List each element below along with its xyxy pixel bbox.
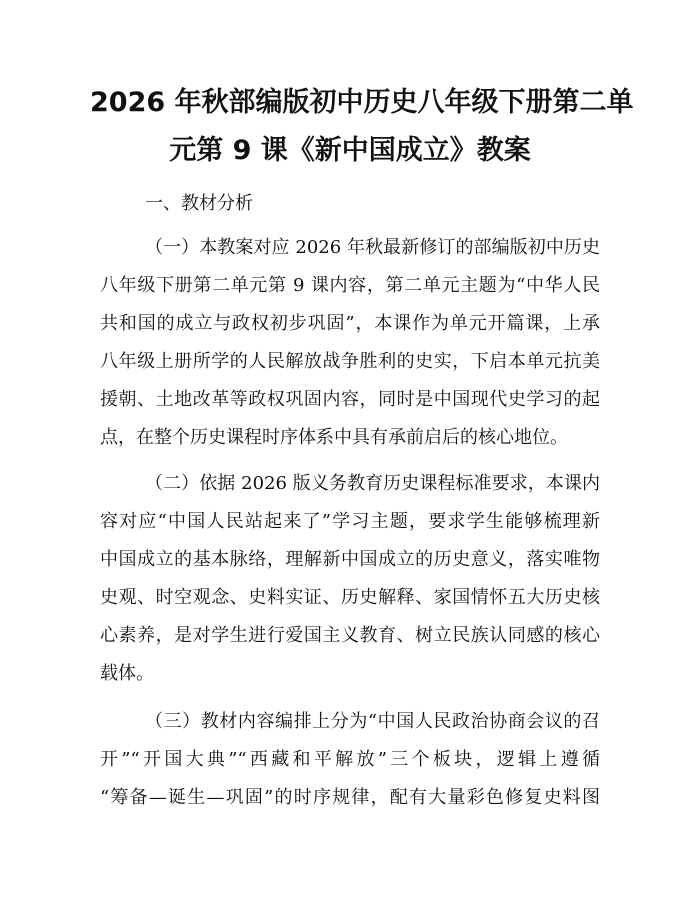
paragraph-3-line-2: 开”“开国大典”“西藏和平解放”三个板块，逻辑上遵循 <box>100 749 600 770</box>
paragraph-2-line-2: 容对应“中国人民站起来了”学习主题，要求学生能够梳理新 <box>100 511 600 532</box>
paragraph-1-line-1: （一）本教案对应 2026 年秋最新修订的部编版初中历史 <box>145 237 600 258</box>
paragraph-3-line-1: （三）教材内容编排上分为“中国人民政治协商会议的召 <box>145 711 600 732</box>
document-title-line-2: 元第 9 课《新中国成立》教案 <box>169 135 531 166</box>
paragraph-2-line-5: 心素养，是对学生进行爱国主义教育、树立民族认同感的核心 <box>100 625 600 646</box>
paragraph-1-line-3: 共和国的成立与政权初步巩固”，本课作为单元开篇课，上承 <box>100 313 600 334</box>
paragraph-2-line-1: （二）依据 2026 版义务教育历史课程标准要求，本课内 <box>145 473 600 494</box>
paragraph-1-line-4: 八年级上册所学的人民解放战争胜利的史实，下启本单元抗美 <box>100 351 600 372</box>
document-title-line-1: 2026 年秋部编版初中历史八年级下册第二单 <box>90 87 634 118</box>
paragraph-2-line-3: 中国成立的基本脉络，理解新中国成立的历史意义，落实唯物 <box>100 549 600 570</box>
section-heading: 一、教材分析 <box>145 193 253 214</box>
paragraph-1-line-5: 援朝、土地改革等政权巩固内容，同时是中国现代史学习的起 <box>100 389 600 410</box>
paragraph-3-line-3: “筹备—诞生—巩固”的时序规律，配有大量彩色修复史料图 <box>100 787 600 808</box>
paragraph-2-line-6: 载体。 <box>100 663 154 684</box>
paragraph-1-line-2: 八年级下册第二单元第 9 课内容，第二单元主题为“中华人民 <box>100 275 600 296</box>
paragraph-2-line-4: 史观、时空观念、史料实证、历史解释、家国情怀五大历史核 <box>100 587 600 608</box>
paragraph-1-line-6: 点，在整个历史课程时序体系中具有承前启后的核心地位。 <box>100 427 568 448</box>
